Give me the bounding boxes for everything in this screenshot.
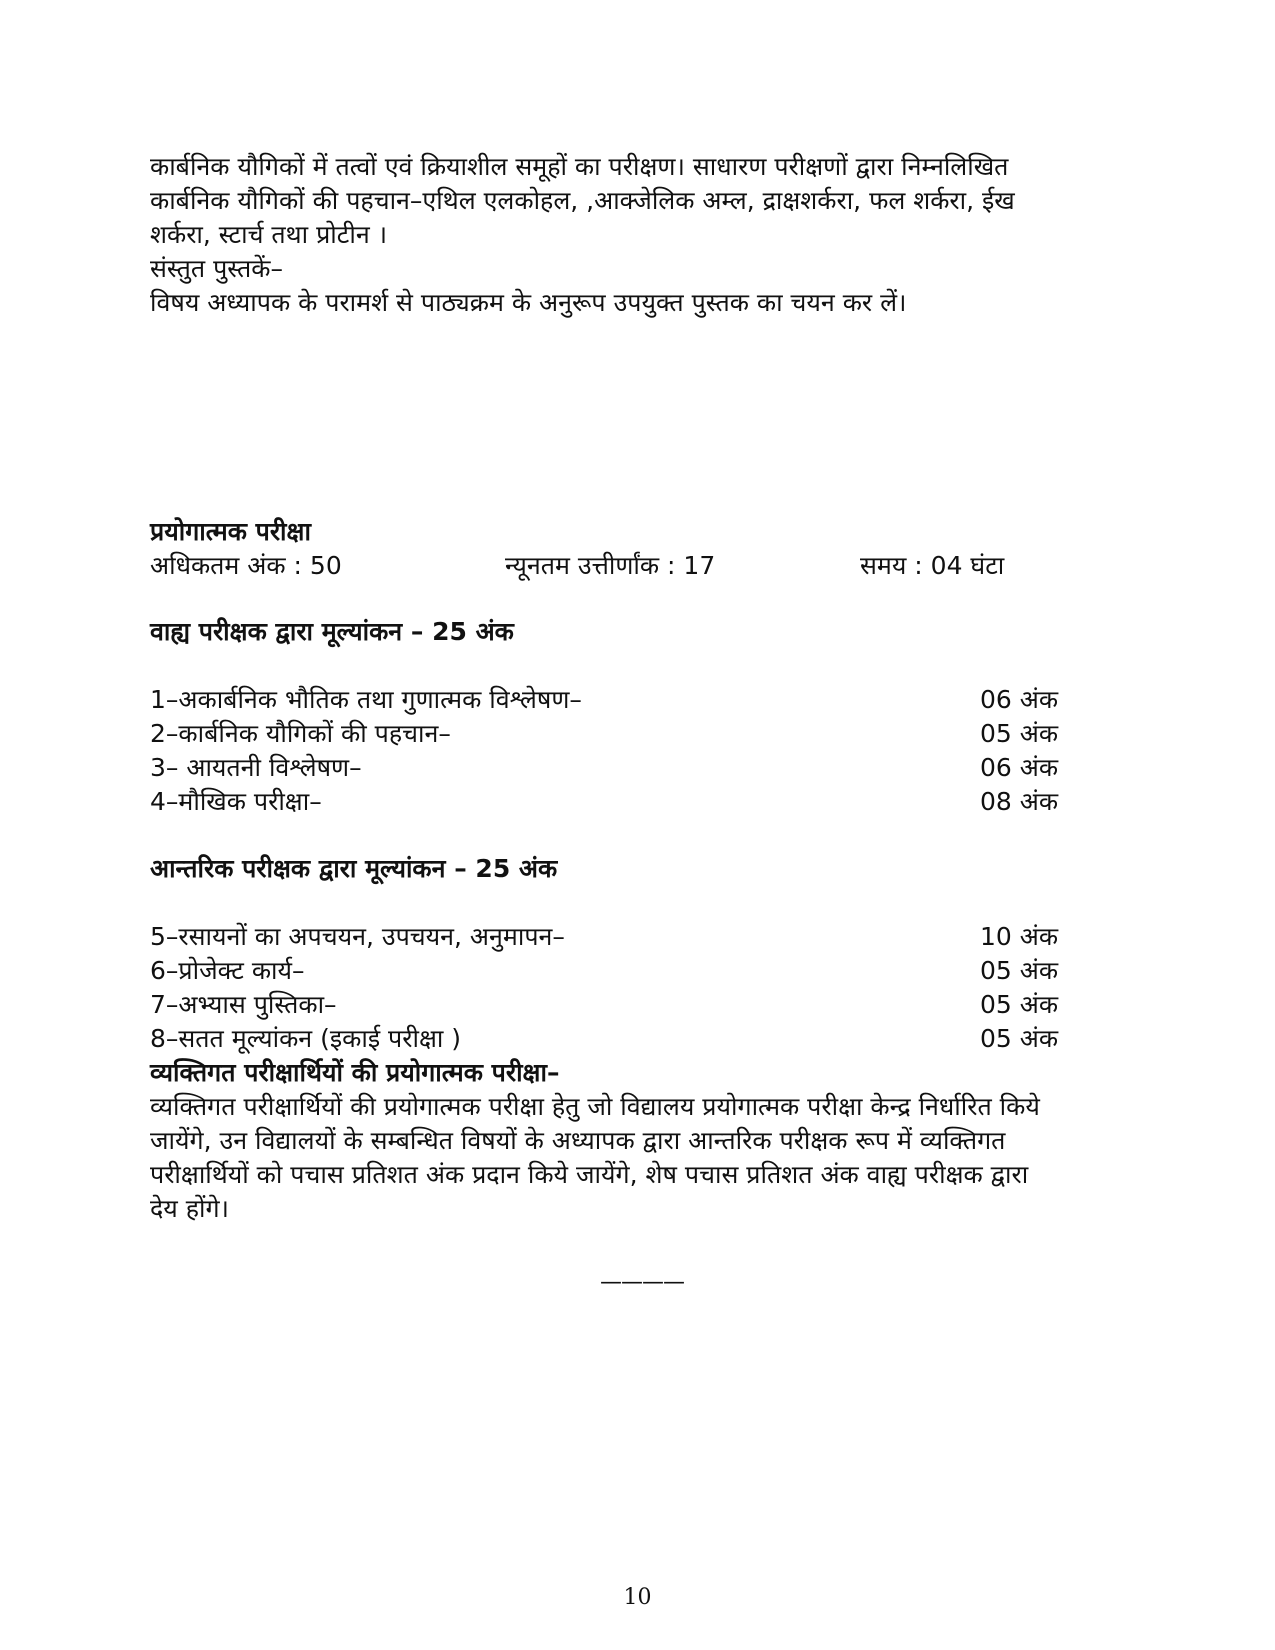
private-line-3: परीक्षार्थियों को पचास प्रतिशत अंक प्रदान किये जायेंगे, शेष पचास प्रतिशत अंक वाह्य परीक्षक द्वारा (150, 1160, 1029, 1189)
item-marks: 08 अंक (980, 787, 1059, 816)
item-label: 3– आयतनी विश्लेषण– (150, 753, 362, 782)
external-item (150, 683, 1070, 717)
item-marks: 05 अंक (980, 1024, 1059, 1053)
item-label: 6–प्रोजेक्ट कार्य– (150, 956, 305, 985)
external-item (150, 751, 1070, 785)
books-text: विषय अध्यापक के परामर्श से पाठ्यक्रम के अनुरूप उपयुक्त पुस्तक का चयन कर लें। (150, 288, 907, 317)
private-line-1: व्यक्तिगत परीक्षार्थियों की प्रयोगात्मक परीक्षा हेतु जो विद्यालय प्रयोगात्मक परीक्षा केन्द्र निर्धारित किये (150, 1092, 1040, 1121)
page-number: 10 (623, 1585, 652, 1610)
intro-line-3: शर्करा, स्टार्च तथा प्रोटीन । (150, 220, 388, 249)
end-mark: ———— (600, 1270, 684, 1295)
private-line-4: देय होंगे। (150, 1194, 230, 1223)
practical-title: प्रयोगात्मक परीक्षा (150, 517, 311, 546)
intro-line-2: कार्बनिक यौगिकों की पहचान–एथिल एलकोहल, ,आक्जेलिक अम्ल, द्राक्षशर्करा, फल शर्करा, ईख (150, 186, 1015, 215)
item-label: 1–अकार्बनिक भौतिक तथा गुणात्मक विश्लेषण– (150, 685, 582, 714)
private-heading: व्यक्तिगत परीक्षार्थियों की प्रयोगात्मक परीक्षा– (150, 1058, 560, 1087)
item-marks: 10 अंक (980, 922, 1059, 951)
books-heading: संस्तुत पुस्तकें– (150, 254, 283, 283)
item-label: 8–सतत मूल्यांकन (इकाई परीक्षा ) (150, 1024, 462, 1053)
item-label: 7–अभ्यास पुस्तिका– (150, 990, 337, 1019)
item-marks: 05 अंक (980, 719, 1059, 748)
private-line-2: जायेंगे, उन विद्यालयों के सम्बन्धित विषयों के अध्यापक द्वारा आन्तरिक परीक्षक रूप में व्यक्तिगत (150, 1126, 1006, 1155)
internal-item (150, 988, 1070, 1022)
item-marks: 05 अंक (980, 956, 1059, 985)
item-label: 5–रसायनों का अपचयन, उपचयन, अनुमापन– (150, 922, 565, 951)
max-marks: अधिकतम अंक : 50 (150, 551, 342, 580)
internal-item (150, 954, 1070, 988)
intro-line-1: कार्बनिक यौगिकों में तत्वों एवं क्रियाशील समूहों का परीक्षण। साधारण परीक्षणों द्वारा निम्नलिखित (150, 152, 1009, 181)
practical-meta (150, 549, 1050, 583)
item-marks: 06 अंक (980, 685, 1059, 714)
external-heading: वाह्य परीक्षक द्वारा मूल्यांकन – 25 अंक (150, 617, 514, 646)
external-item (150, 785, 1070, 819)
external-item (150, 717, 1070, 751)
item-marks: 06 अंक (980, 753, 1059, 782)
exam-duration: समय : 04 घंटा (860, 551, 1005, 580)
internal-heading: आन्तरिक परीक्षक द्वारा मूल्यांकन – 25 अंक (150, 854, 558, 883)
item-label: 2–कार्बनिक यौगिकों की पहचान– (150, 719, 451, 748)
internal-item (150, 920, 1070, 954)
min-pass-marks: न्यूनतम उत्तीर्णांक : 17 (505, 551, 716, 580)
item-label: 4–मौखिक परीक्षा– (150, 787, 322, 816)
item-marks: 05 अंक (980, 990, 1059, 1019)
internal-item (150, 1022, 1070, 1056)
